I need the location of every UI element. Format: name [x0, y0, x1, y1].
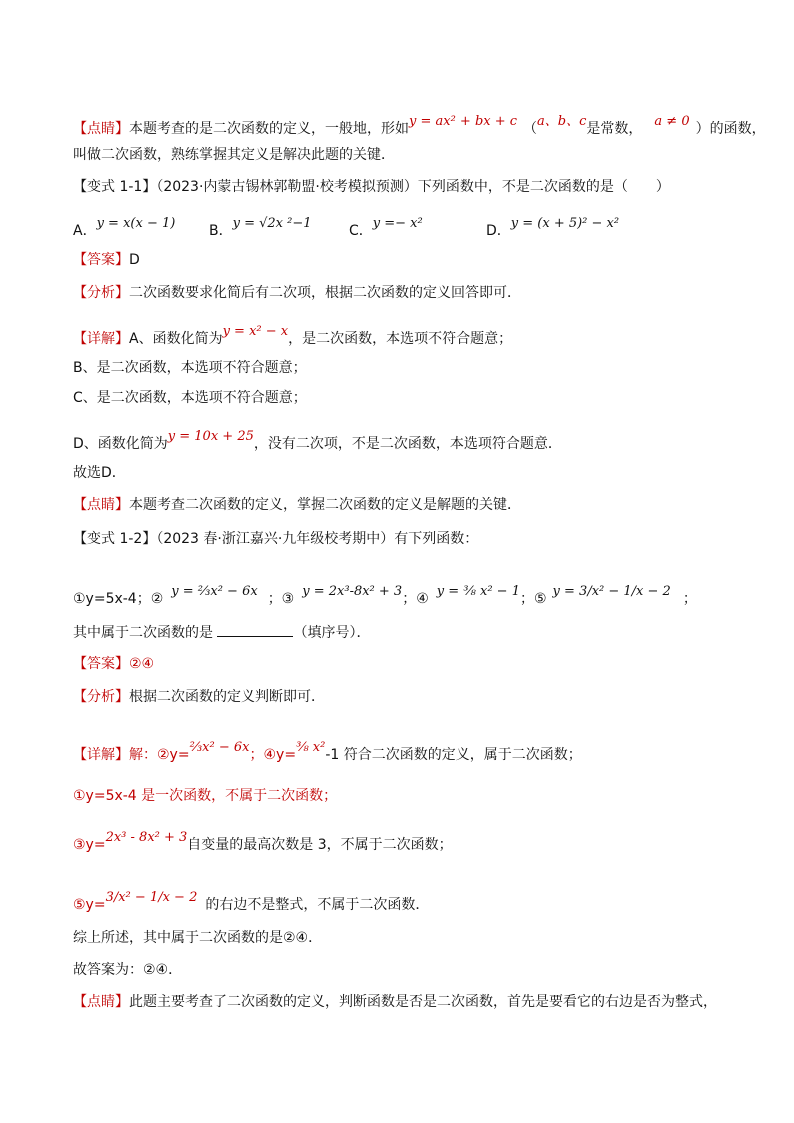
detail-3-prefix: ③y=: [73, 837, 106, 853]
fill-text-2: （填序号）．: [293, 625, 371, 641]
detail-1-2-line2: [73, 787, 337, 805]
detail-tag: 【详解】: [73, 331, 129, 347]
option-b-letter: B．: [209, 223, 233, 239]
detail-1-mid: ；④y=: [249, 747, 297, 763]
option-d-expr: y = (x + 5)² − x²: [510, 216, 620, 231]
detail-4-prefix: ⑤y=: [73, 897, 106, 913]
analysis-text: 根据二次函数的定义判断即可．: [129, 689, 325, 705]
detail-d-expr: y = 10x + 25: [167, 429, 254, 444]
choose-line: [73, 464, 126, 482]
final-answer-line: [73, 961, 182, 979]
point-paragraph-line2: [73, 146, 395, 164]
detail-1-suffix: -1 符合二次函数的定义，属于二次函数；: [325, 747, 582, 763]
option-c-expr: y =− x²: [372, 216, 423, 231]
detail-a-text-1: A、函数化简为: [129, 331, 223, 347]
point-tag: 【点睛】: [73, 994, 129, 1010]
function-4-label: ；④: [402, 591, 429, 607]
function-5-expr: y = 3/x² − 1/x − 2: [552, 584, 671, 599]
function-2-expr: y = ⅔x² − 6x: [171, 584, 258, 599]
detail-d-text-2: ，没有二次项，不是二次函数，本选项符合题意．: [253, 436, 562, 452]
function-4-expr: y = ⅜ x² − 1: [436, 584, 520, 599]
point-1-2: [73, 993, 717, 1011]
detail-1-1-c: [73, 389, 307, 407]
function-5-label: ；⑤: [519, 591, 547, 607]
summary-line: [73, 929, 322, 947]
detail-1-2-line1: [73, 740, 582, 765]
point-text-line2: 叫做二次函数，熟练掌握其定义是解决此题的关键．: [73, 147, 395, 163]
detail-1-1-a: [73, 324, 513, 349]
function-list: [73, 584, 697, 609]
point-text-1: 本题考查的是二次函数的定义，一般地，形如: [129, 121, 409, 137]
detail-d-text-1: D、函数化简为: [73, 436, 168, 452]
analysis-1-1: [73, 284, 521, 302]
option-c: [349, 216, 423, 241]
answer-1-2: [73, 655, 154, 673]
analysis-1-2: [73, 688, 325, 706]
option-c-letter: C．: [349, 223, 373, 239]
detail-1-expr-2: ⅔x² − 6x: [189, 740, 250, 755]
option-a-expr: y = x(x − 1): [96, 216, 176, 231]
point-text-3: ）的函数，: [695, 121, 766, 137]
final-answer-text: 故答案为：②④．: [73, 962, 183, 978]
function-3-expr: y = 2x³-8x² + 3: [302, 584, 403, 599]
question-1-2-title: [73, 530, 478, 548]
question-1-1-title: [73, 178, 670, 196]
function-3-label: ；③: [267, 591, 295, 607]
point-text: 本题考查二次函数的定义，掌握二次函数的定义是解题的关键．: [129, 497, 521, 513]
detail-1-1-b: [73, 359, 307, 377]
detail-c-text: C、是二次函数，本选项不符合题意；: [73, 390, 307, 406]
point-1-1: [73, 496, 521, 514]
analysis-text: 二次函数要求化简后有二次项，根据二次函数的定义回答即可．: [129, 285, 521, 301]
paren-open: （: [523, 121, 538, 137]
detail-1-expr-4: ⅜ x²: [296, 740, 326, 755]
detail-1-1-d: [73, 429, 562, 454]
option-d: [486, 216, 620, 241]
summary-text: 综上所述，其中属于二次函数的是②④．: [73, 930, 323, 946]
point-tag: 【点睛】: [73, 497, 129, 513]
point-text-2: 是常数，: [586, 121, 643, 137]
answer-value: ②④: [129, 656, 155, 672]
function-1-label: ①y=5x-4；②: [73, 591, 164, 607]
detail-1-prefix: 解：②y=: [129, 747, 190, 763]
answer-tag: 【答案】: [73, 252, 129, 268]
analysis-tag: 【分析】: [73, 285, 129, 301]
detail-1-2-line3: [73, 830, 453, 855]
general-form-formula: y = ax² + bx + c: [409, 114, 518, 129]
detail-2-text: ①y=5x-4 是一次函数，不属于二次函数；: [73, 788, 338, 804]
choose-text: 故选D．: [73, 465, 126, 481]
constants: a、b、c: [537, 114, 587, 129]
function-list-end: ；: [682, 591, 697, 607]
point-paragraph-line1: [73, 114, 766, 139]
detail-1-2-line4: [73, 890, 430, 915]
answer-tag: 【答案】: [73, 656, 129, 672]
option-b: [209, 216, 312, 241]
answer-value: D: [129, 252, 140, 268]
option-a-letter: A．: [73, 223, 97, 239]
answer-blank[interactable]: [217, 622, 293, 637]
question-1-2-title-text: 【变式 1-2】（2023 春·浙江嘉兴·九年级校考期中）有下列函数：: [73, 531, 479, 547]
fill-blank-line: [73, 622, 370, 642]
question-1-1-title-text: 【变式 1-1】（2023·内蒙古锡林郭勒盟·校考模拟预测）下列函数中，不是二次函数的是（ ）: [73, 179, 670, 195]
detail-tag: 【详解】: [73, 747, 129, 763]
condition: a ≠ 0: [654, 114, 690, 129]
analysis-tag: 【分析】: [73, 689, 129, 705]
detail-a-expr: y = x² − x: [222, 324, 289, 339]
fill-text-1: 其中属于二次函数的是: [73, 625, 218, 641]
option-b-expr: y = √2x ²−1: [232, 216, 312, 231]
detail-4-suffix: 的右边不是整式，不属于二次函数．: [205, 897, 430, 913]
point-text: 此题主要考查了二次函数的定义，判断函数是否是二次函数，首先是要看它的右边是否为整式，: [129, 994, 717, 1010]
detail-a-text-2: ，是二次函数，本选项不符合题意；: [288, 331, 513, 347]
detail-b-text: B、是二次函数，本选项不符合题意；: [73, 360, 307, 376]
answer-1-1: [73, 251, 140, 269]
detail-3-expr: 2x³ - 8x² + 3: [105, 830, 188, 845]
option-d-letter: D．: [486, 223, 511, 239]
detail-4-expr: 3/x² − 1/x − 2: [105, 890, 198, 905]
option-a: [73, 216, 176, 241]
detail-3-suffix: 自变量的最高次数是 3，不属于二次函数；: [187, 837, 453, 853]
point-tag: 【点睛】: [73, 121, 129, 137]
